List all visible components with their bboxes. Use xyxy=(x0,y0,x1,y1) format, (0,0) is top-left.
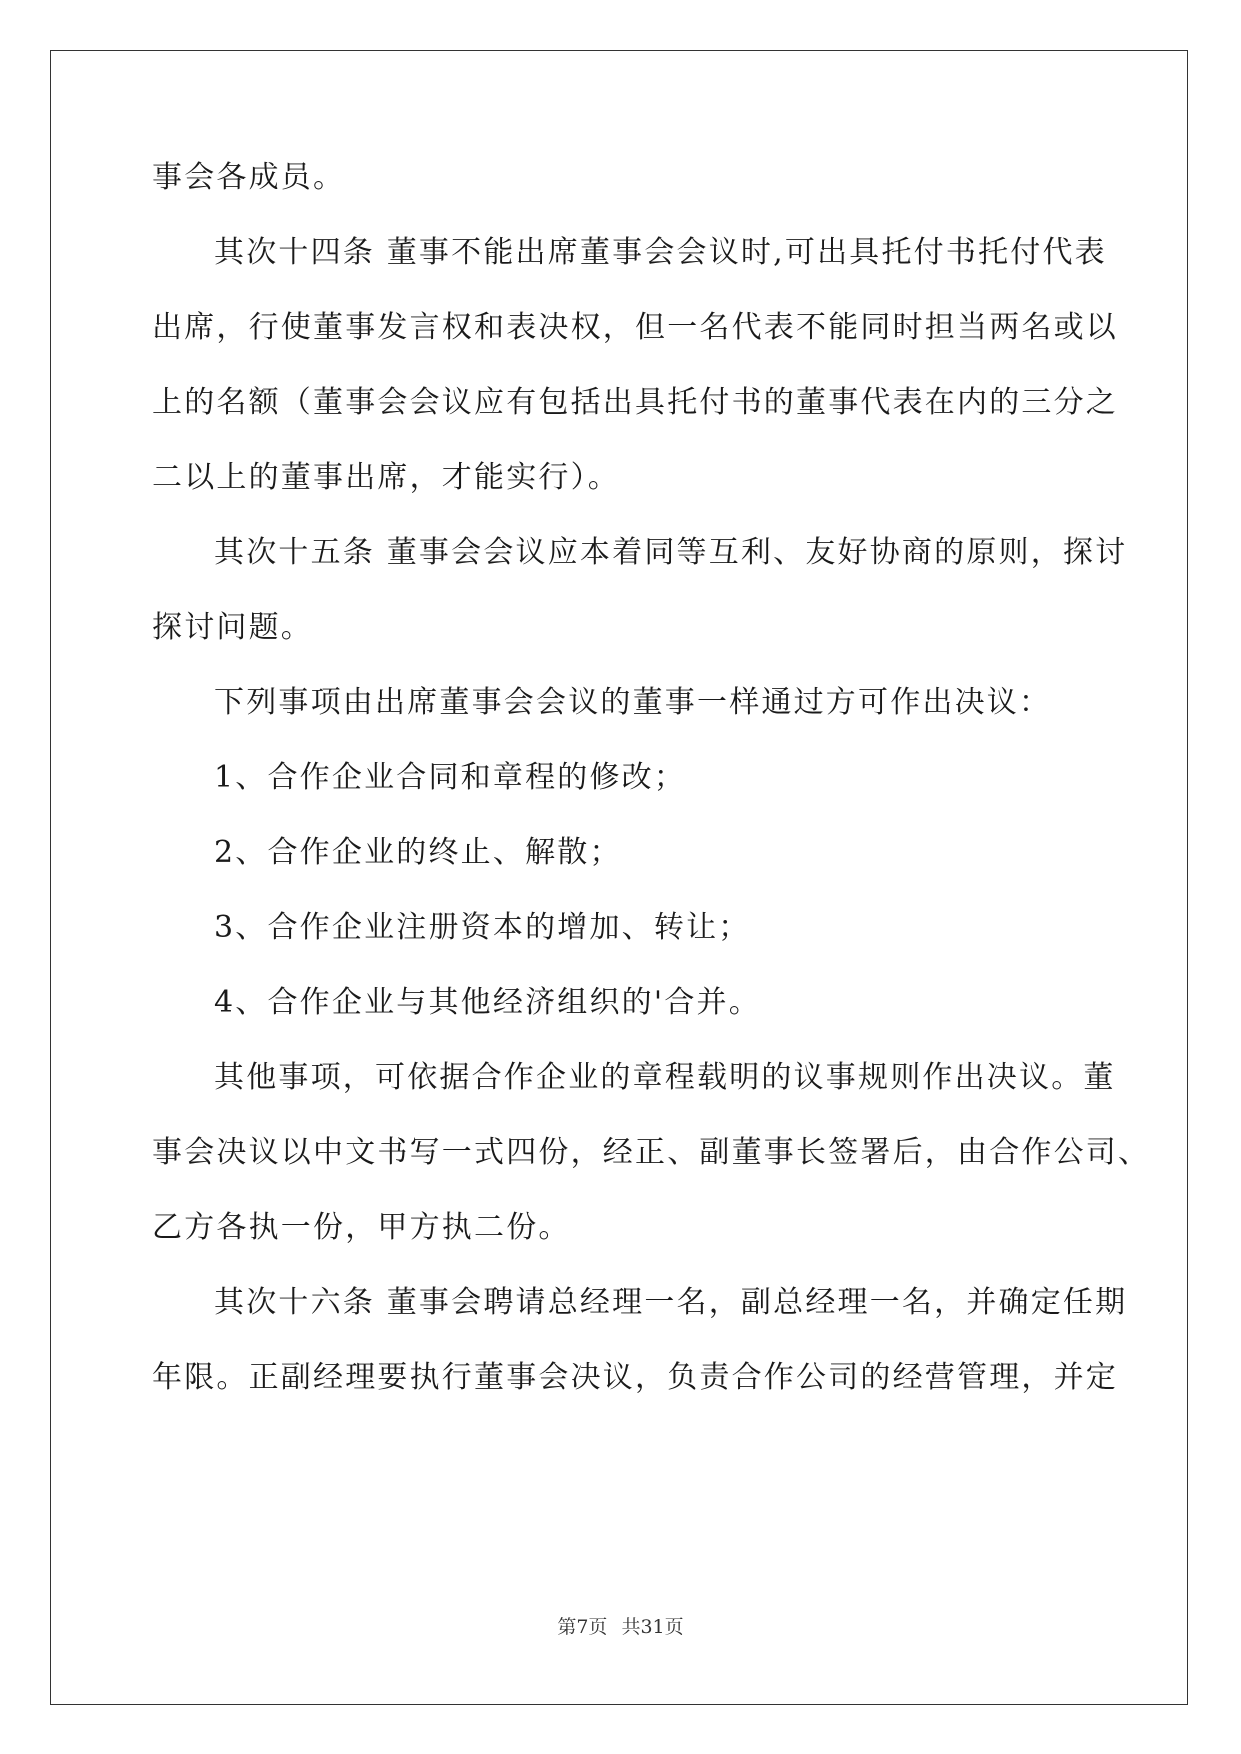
list-item: 4、合作企业与其他经济组织的'合并。 xyxy=(214,985,761,1020)
text-line: 年限。正副经理要执行董事会决议，负责合作公司的经营管理，并定 xyxy=(152,1360,1118,1395)
text-line: 上的名额（董事会会议应有包括出具托付书的董事代表在内的三分之 xyxy=(152,385,1118,420)
list-item: 1、合作企业合同和章程的修改； xyxy=(214,760,687,795)
text-line: 探讨问题。 xyxy=(152,610,313,645)
page-number: 第7页 xyxy=(557,1616,608,1638)
text-line: 其次十四条 董事不能出席董事会会议时,可出具托付书托付代表 xyxy=(214,235,1107,270)
text-line: 其他事项，可依据合作企业的章程载明的议事规则作出决议。董 xyxy=(214,1060,1116,1095)
text-line: 二以上的董事出席，才能实行）。 xyxy=(152,460,620,495)
text-line: 其次十六条 董事会聘请总经理一名，副总经理一名，并确定任期 xyxy=(214,1285,1128,1320)
page-border xyxy=(50,50,1188,1705)
text-line: 其次十五条 董事会会议应本着同等互利、友好协商的原则，探讨 xyxy=(214,535,1128,570)
page-footer xyxy=(0,1612,1241,1639)
text-line: 出席，行使董事发言权和表决权，但一名代表不能同时担当两名或以 xyxy=(152,310,1118,345)
list-item: 2、合作企业的终止、解散； xyxy=(214,835,622,870)
text-line: 事会各成员。 xyxy=(152,160,346,195)
page-total: 共31页 xyxy=(621,1616,684,1638)
list-item: 3、合作企业注册资本的增加、转让； xyxy=(214,910,751,945)
text-line: 下列事项由出席董事会会议的董事一样通过方可作出决议： xyxy=(214,685,1052,720)
text-line: 事会决议以中文书写一式四份，经正、副董事长签署后，由合作公司、 xyxy=(152,1135,1151,1170)
text-line: 乙方各执一份，甲方执二份。 xyxy=(152,1210,571,1245)
